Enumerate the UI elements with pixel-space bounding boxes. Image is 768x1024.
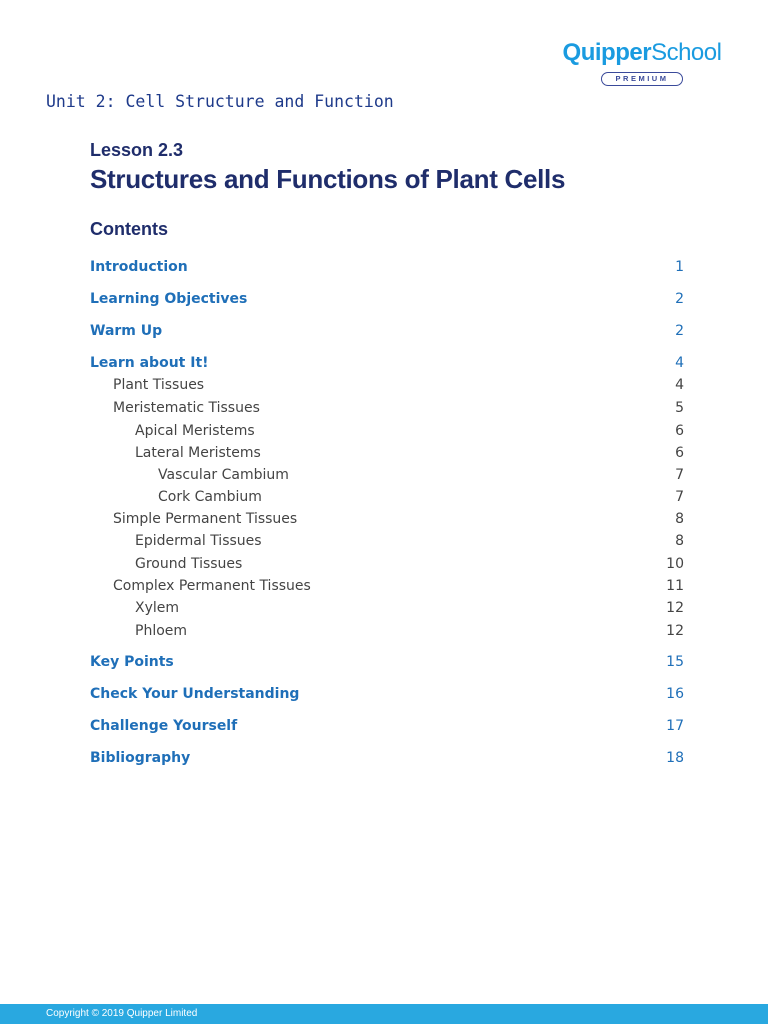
toc-entry-meristematic-tissues[interactable] [90,398,684,418]
copyright-text: Copyright © 2019 Quipper Limited [46,1008,198,1019]
toc-entry-check-your-understanding[interactable] [90,684,684,704]
quipper-school-logo [562,40,722,86]
toc-page: 4 [675,377,684,393]
toc-page: 6 [675,423,684,439]
toc-page: 18 [666,750,684,766]
toc-label: Lateral Meristems [135,445,261,461]
logo-product: School [651,39,722,66]
toc-page: 12 [666,600,684,616]
toc-entry-learning-objectives[interactable] [90,289,684,309]
toc-entry-bibliography[interactable] [90,748,684,768]
toc-entry-cork-cambium[interactable] [90,487,684,507]
toc-label: Xylem [135,600,180,616]
toc-entry-plant-tissues[interactable] [90,375,684,395]
toc-page: 7 [675,489,684,505]
toc-entry-key-points[interactable] [90,652,684,672]
toc-entry-vascular-cambium[interactable] [90,465,684,485]
toc-label: Check Your Understanding [90,686,300,702]
toc-label: Warm Up [90,323,163,339]
toc-page: 16 [666,686,684,702]
toc-label: Cork Cambium [158,489,262,505]
toc-label: Bibliography [90,750,191,766]
toc-label: Ground Tissues [135,556,243,572]
toc-label: Complex Permanent Tissues [113,578,311,594]
toc-label: Phloem [135,623,188,639]
toc-entry-lateral-meristems[interactable] [90,443,684,463]
toc-label: Meristematic Tissues [113,400,260,416]
toc-page: 8 [675,533,684,549]
toc-page: 10 [666,556,684,572]
toc-page: 1 [675,259,684,275]
lesson-number: Lesson 2.3 [90,140,184,160]
toc-page: 5 [675,400,684,416]
page-footer [0,1004,768,1024]
toc-entry-epidermal-tissues[interactable] [90,531,684,551]
toc-label: Learn about It! [90,355,209,371]
toc-page: 7 [675,467,684,483]
toc-page: 2 [675,323,684,339]
toc-label: Vascular Cambium [158,467,289,483]
toc-label: Epidermal Tissues [135,533,262,549]
toc-entry-ground-tissues[interactable] [90,554,684,574]
toc-entry-xylem[interactable] [90,598,684,618]
toc-page: 17 [666,718,684,734]
lesson-title: Structures and Functions of Plant Cells [90,164,566,194]
logo-brand: Quipper [562,39,652,66]
toc-label: Key Points [90,654,174,670]
contents-heading: Contents [90,219,168,239]
toc-page: 6 [675,445,684,461]
toc-entry-apical-meristems[interactable] [90,421,684,441]
toc-page: 4 [675,355,684,371]
toc-entry-learn-about-it[interactable] [90,353,684,373]
toc-label: Learning Objectives [90,291,248,307]
toc-entry-phloem[interactable] [90,621,684,641]
toc-label: Introduction [90,259,188,275]
toc-page: 12 [666,623,684,639]
toc-entry-challenge-yourself[interactable] [90,716,684,736]
toc-entry-complex-permanent-tissues[interactable] [90,576,684,596]
toc-label: Apical Meristems [135,423,255,439]
logo-wordmark [562,40,722,66]
toc-label: Challenge Yourself [90,718,238,734]
logo-premium-badge: PREMIUM [601,72,683,86]
toc-label: Simple Permanent Tissues [113,511,298,527]
toc-entry-simple-permanent-tissues[interactable] [90,509,684,529]
toc-entry-introduction[interactable] [90,257,684,277]
toc-page: 2 [675,291,684,307]
toc-label: Plant Tissues [113,377,205,393]
toc-page: 15 [666,654,684,670]
toc-page: 11 [666,578,684,594]
toc-page: 8 [675,511,684,527]
unit-title: Unit 2: Cell Structure and Function [46,92,394,111]
toc-entry-warm-up[interactable] [90,321,684,341]
